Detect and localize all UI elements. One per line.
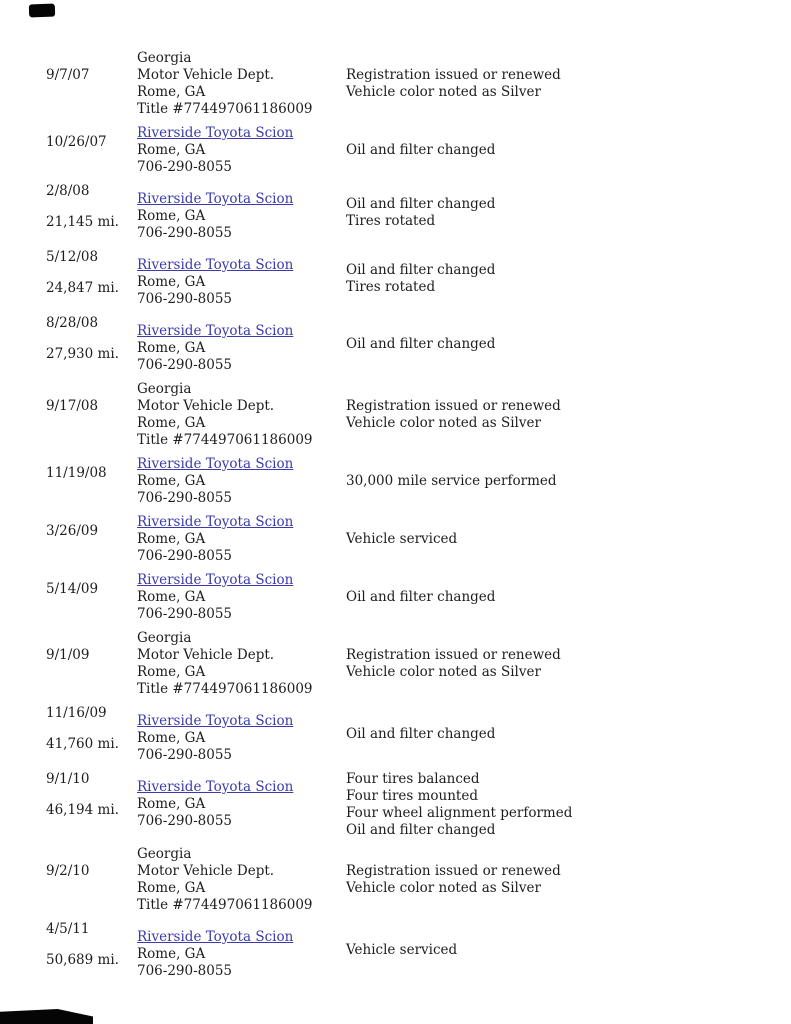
- record-date: 4/5/11: [46, 921, 90, 937]
- record-mileage: 46,194 mi.: [46, 802, 119, 818]
- comment-line: Registration issued or renewed: [346, 67, 561, 83]
- history-record-row: [46, 456, 773, 507]
- comments-cell: [346, 50, 773, 118]
- record-date: 3/26/09: [46, 523, 99, 539]
- location-line: Title #774497061186009: [137, 432, 313, 448]
- location-cell: [137, 779, 346, 839]
- record-date: 9/7/07: [46, 67, 90, 83]
- location-cell: [137, 257, 346, 308]
- date-cell: [46, 381, 137, 449]
- scan-artifact-bottom: [0, 1009, 93, 1024]
- location-line: Rome, GA: [137, 84, 206, 100]
- date-cell: [46, 514, 137, 565]
- history-record-row: [46, 705, 773, 764]
- comment-line: 30,000 mile service performed: [346, 473, 557, 489]
- comment-line: Vehicle color noted as Silver: [346, 415, 541, 431]
- date-cell: [46, 771, 137, 839]
- location-line: Motor Vehicle Dept.: [137, 67, 275, 83]
- comment-line: Four wheel alignment performed: [346, 805, 573, 821]
- comment-line: Vehicle color noted as Silver: [346, 664, 541, 680]
- history-record-row: [46, 315, 773, 374]
- location-line: Rome, GA: [137, 473, 206, 489]
- location-cell: [137, 929, 346, 980]
- history-record-row: [46, 381, 773, 449]
- comment-line: Tires rotated: [346, 278, 436, 295]
- location-cell: [137, 381, 346, 449]
- record-date: 9/1/10: [46, 771, 90, 787]
- location-line: Motor Vehicle Dept.: [137, 398, 275, 414]
- location-cell: [137, 125, 346, 176]
- location-line: Rome, GA: [137, 880, 206, 896]
- dealer-link[interactable]: Riverside Toyota Scion: [137, 572, 294, 588]
- location-line: Motor Vehicle Dept.: [137, 863, 275, 879]
- comment-line: Registration issued or renewed: [346, 647, 561, 663]
- location-line: Title #774497061186009: [137, 897, 313, 913]
- history-record-row: [46, 183, 773, 242]
- date-cell: [46, 456, 137, 507]
- comment-line: Vehicle color noted as Silver: [346, 84, 541, 100]
- comments-cell: [346, 315, 773, 374]
- history-record-row: [46, 572, 773, 623]
- date-cell: [46, 125, 137, 176]
- location-cell: [137, 50, 346, 118]
- location-cell: [137, 572, 346, 623]
- date-cell: [46, 572, 137, 623]
- record-date: 5/14/09: [46, 581, 99, 597]
- date-cell: [46, 921, 137, 980]
- location-cell: [137, 456, 346, 507]
- comment-line: Oil and filter changed: [346, 142, 496, 158]
- location-line: Rome, GA: [137, 664, 206, 680]
- location-line: 706-290-8055: [137, 548, 233, 564]
- record-date: 9/1/09: [46, 647, 90, 663]
- location-line: Georgia: [137, 50, 192, 66]
- location-line: 706-290-8055: [137, 357, 233, 373]
- date-cell: [46, 249, 137, 308]
- record-date: 2/8/08: [46, 183, 90, 199]
- comment-line: Oil and filter changed: [346, 195, 496, 212]
- location-line: Georgia: [137, 630, 192, 646]
- record-date: 9/2/10: [46, 863, 90, 879]
- location-line: Rome, GA: [137, 796, 206, 812]
- location-cell: [137, 713, 346, 764]
- location-line: 706-290-8055: [137, 606, 233, 622]
- record-date: 11/16/09: [46, 705, 107, 721]
- comment-line: Vehicle color noted as Silver: [346, 880, 541, 896]
- history-record-row: [46, 50, 773, 118]
- comments-cell: [346, 705, 773, 764]
- location-line: Rome, GA: [137, 142, 206, 158]
- comments-cell: [346, 183, 773, 242]
- comment-line: Four tires mounted: [346, 788, 478, 804]
- history-record-row: [46, 846, 773, 914]
- location-line: Georgia: [137, 846, 192, 862]
- location-cell: [137, 514, 346, 565]
- comment-line: Four tires balanced: [346, 771, 480, 787]
- comments-cell: [346, 846, 773, 914]
- dealer-link[interactable]: Riverside Toyota Scion: [137, 456, 294, 472]
- history-record-row: [46, 921, 773, 980]
- location-line: Rome, GA: [137, 208, 206, 224]
- history-record-row: [46, 249, 773, 308]
- location-line: 706-290-8055: [137, 747, 233, 763]
- comments-cell: [346, 249, 773, 308]
- location-line: Title #774497061186009: [137, 101, 313, 117]
- location-cell: [137, 323, 346, 374]
- comment-line: Registration issued or renewed: [346, 398, 561, 414]
- comments-cell: [346, 514, 773, 565]
- record-mileage: 41,760 mi.: [46, 736, 119, 752]
- date-cell: [46, 846, 137, 914]
- comments-cell: [346, 572, 773, 623]
- history-record-row: [46, 125, 773, 176]
- location-line: Rome, GA: [137, 531, 206, 547]
- location-line: 706-290-8055: [137, 225, 233, 241]
- dealer-link[interactable]: Riverside Toyota Scion: [137, 514, 294, 530]
- dealer-link[interactable]: Riverside Toyota Scion: [137, 929, 294, 945]
- record-mileage: 21,145 mi.: [46, 214, 119, 230]
- comment-line: Oil and filter changed: [346, 261, 496, 278]
- comment-line: Oil and filter changed: [346, 589, 496, 605]
- comments-cell: [346, 771, 773, 839]
- comments-cell: [346, 381, 773, 449]
- location-line: 706-290-8055: [137, 963, 233, 979]
- dealer-link[interactable]: Riverside Toyota Scion: [137, 257, 294, 273]
- comment-line: Oil and filter changed: [346, 336, 496, 352]
- comment-line: Registration issued or renewed: [346, 863, 561, 879]
- comment-line: Oil and filter changed: [346, 726, 496, 742]
- dealer-link[interactable]: Riverside Toyota Scion: [137, 125, 294, 141]
- record-mileage: 50,689 mi.: [46, 952, 119, 968]
- comment-line: Vehicle serviced: [346, 531, 458, 547]
- location-line: 706-290-8055: [137, 291, 233, 307]
- history-record-row: [46, 514, 773, 565]
- record-date: 11/19/08: [46, 465, 107, 481]
- location-cell: [137, 630, 346, 698]
- dealer-link[interactable]: Riverside Toyota Scion: [137, 323, 294, 339]
- record-date: 5/12/08: [46, 249, 99, 265]
- location-cell: [137, 846, 346, 914]
- location-line: 706-290-8055: [137, 159, 233, 175]
- comments-cell: [346, 630, 773, 698]
- location-line: 706-290-8055: [137, 813, 233, 829]
- scan-artifact-top: [29, 4, 55, 18]
- comments-cell: [346, 456, 773, 507]
- location-line: Title #774497061186009: [137, 681, 313, 697]
- record-date: 10/26/07: [46, 134, 107, 150]
- record-mileage: 24,847 mi.: [46, 280, 119, 296]
- location-line: Motor Vehicle Dept.: [137, 647, 275, 663]
- location-cell: [137, 191, 346, 242]
- comment-line: Tires rotated: [346, 212, 436, 229]
- dealer-link[interactable]: Riverside Toyota Scion: [137, 191, 294, 207]
- location-line: Rome, GA: [137, 946, 206, 962]
- date-cell: [46, 50, 137, 118]
- history-record-row: [46, 771, 773, 839]
- date-cell: [46, 183, 137, 242]
- location-line: Rome, GA: [137, 730, 206, 746]
- dealer-link[interactable]: Riverside Toyota Scion: [137, 779, 294, 795]
- location-line: Rome, GA: [137, 415, 206, 431]
- location-line: Georgia: [137, 381, 192, 397]
- date-cell: [46, 630, 137, 698]
- record-mileage: 27,930 mi.: [46, 346, 119, 362]
- date-cell: [46, 705, 137, 764]
- comments-cell: [346, 921, 773, 980]
- record-date: 9/17/08: [46, 398, 99, 414]
- location-line: Rome, GA: [137, 274, 206, 290]
- location-line: 706-290-8055: [137, 490, 233, 506]
- location-line: Rome, GA: [137, 589, 206, 605]
- comment-line: Oil and filter changed: [346, 822, 496, 838]
- location-line: Rome, GA: [137, 340, 206, 356]
- comments-cell: [346, 125, 773, 176]
- history-record-row: [46, 630, 773, 698]
- date-cell: [46, 315, 137, 374]
- comment-line: Vehicle serviced: [346, 942, 458, 958]
- dealer-link[interactable]: Riverside Toyota Scion: [137, 713, 294, 729]
- record-date: 8/28/08: [46, 315, 99, 331]
